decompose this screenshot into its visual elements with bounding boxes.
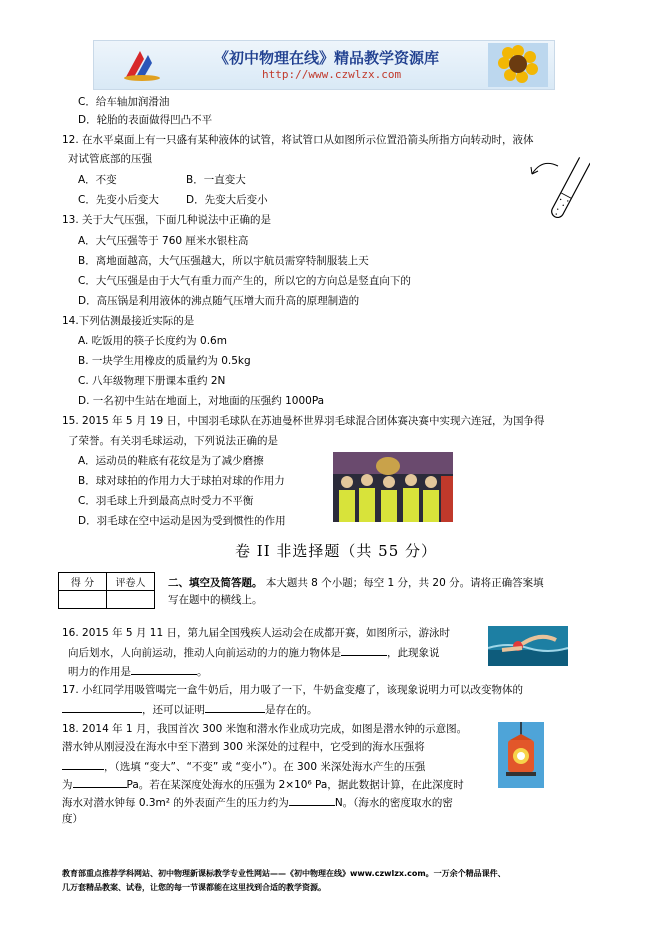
q12-option-c: C．先变小后变大: [78, 194, 159, 206]
q17-text-a: ，还可以证明: [142, 704, 205, 716]
q14-stem: 14.下列估测最接近实际的是: [62, 315, 195, 327]
q18-text-e: N。（海水的密度取水的密: [334, 797, 453, 809]
q15-stem: 15. 2015 年 5 月 19 日，中国羽毛球队在苏迪曼杯世界羽毛球混合团体赛决赛中实现六连冠，为国争得: [62, 415, 545, 427]
q14-option-a: A. 吃饭用的筷子长度约为 0.6m: [78, 335, 227, 347]
banner-title: 《初中物理在线》精品教学资源库: [214, 49, 440, 67]
q14-option-d: D. 一名初中生站在地面上，对地面的压强约 1000Pa: [78, 395, 325, 407]
q16-text-a: 向后划水，人向前运动，推动人向前运动的力的施力物体是: [68, 647, 341, 659]
q18-blank-3[interactable]: [289, 794, 335, 806]
score-table: [58, 572, 155, 609]
q18-line-2: 潜水钟从刚浸没在海水中至下潜到 300 米深处的过程中，它受到的海水压强将: [62, 741, 425, 753]
q18-blank-2[interactable]: [73, 776, 127, 788]
q13-option-d: D．高压锅是利用液体的沸点随气压增大而升高的原理制造的: [78, 295, 360, 307]
q16-blank-1[interactable]: [341, 644, 387, 656]
q17-blank-2[interactable]: [205, 701, 265, 713]
q17-line-2: [62, 701, 318, 717]
q12-option-b: B．一直变大: [186, 174, 246, 186]
q18-line-5: [62, 794, 453, 810]
q18-text-d: 海水对潜水钟每 0.3m² 的外表面产生的压力约为: [62, 797, 289, 809]
q18-line-6: 度）: [62, 813, 83, 825]
header-banner: [93, 40, 555, 90]
q13-option-c: C．大气压强是由于大气有重力而产生的，所以它的方向总是竖直向下的: [78, 275, 411, 287]
q16-line-2: [68, 644, 440, 660]
q15-stem-2: 了荣誉。有关羽毛球运动，下列说法正确的是: [68, 435, 278, 447]
score-cell[interactable]: [59, 591, 107, 609]
q18-line-3: [62, 758, 425, 774]
badminton-team-photo: [333, 452, 453, 522]
q18-line-4: [62, 776, 464, 792]
part-desc-2: 写在题中的横线上。: [168, 594, 263, 606]
q12-stem-2: 对试管底部的压强: [68, 153, 152, 165]
part-desc-1: 本大题共 8 个小题；每空 1 分，共 20 分。请将正确答案填: [265, 577, 544, 589]
q18-text-b: 为: [62, 779, 73, 791]
q18-stem: 18. 2014 年 1 月，我国首次 300 米饱和潜水作业成功完成，如图是潜水钟的示意图。: [62, 723, 468, 735]
q14-option-c: C. 八年级物理下册课本重约 2N: [78, 375, 226, 387]
q12-option-d: D．先变大后变小: [186, 194, 268, 206]
q15-option-b: B．球对球拍的作用力大于球拍对球的作用力: [78, 475, 285, 487]
test-tube-figure: [528, 152, 590, 232]
q13-stem: 13. 关于大气压强，下面几种说法中正确的是: [62, 214, 272, 226]
q12-stem: 12. 在水平桌面上有一只盛有某种液体的试管，将试管口从如图所示位置沿箭头所指方向转动时，液体: [62, 134, 534, 146]
site-logo: [122, 47, 162, 83]
footer-line-2: 几万套精品教案、试卷，让您的每一节课都能在这里找到合适的教学资源。: [62, 883, 326, 892]
q11-option-d: D．轮胎的表面做得凹凸不平: [78, 114, 213, 126]
q16-line-3: [68, 663, 208, 679]
q17-stem: 17. 小红同学用吸管喝完一盒牛奶后，用力吸了一下，牛奶盒变瘪了，该现象说明力可以改变物体的: [62, 684, 524, 696]
q15-option-d: D．羽毛球在空中运动是因为受到惯性的作用: [78, 515, 286, 527]
swimmer-photo: [488, 626, 568, 666]
part-heading: [168, 576, 544, 590]
section-title: 卷 II 非选择题（共 55 分）: [235, 542, 438, 560]
q16-text-b: ，此现象说: [387, 647, 440, 659]
q15-option-c: C．羽毛球上升到最高点时受力不平衡: [78, 495, 254, 507]
q16-text-d: 。: [197, 666, 208, 678]
footer-line-1: 教育部重点推荐学科网站、初中物理新课标教学专业性网站——《初中物理在线》www.czwlzx.com。一万余个精品课件、: [62, 869, 506, 878]
q13-option-b: B．离地面越高，大气压强越大，所以宇航员需穿特制服装上天: [78, 255, 369, 267]
grader-cell[interactable]: [107, 591, 155, 609]
sunflower-image: [488, 43, 548, 87]
q16-blank-2[interactable]: [131, 663, 197, 675]
grader-header: 评卷人: [107, 573, 155, 591]
q18-blank-1[interactable]: [62, 758, 104, 770]
q14-option-b: B. 一块学生用橡皮的质量约为 0.5kg: [78, 355, 251, 367]
banner-url[interactable]: http://www.czwlzx.com: [262, 68, 402, 81]
q15-option-a: A．运动员的鞋底有花纹是为了减少磨擦: [78, 455, 264, 467]
q17-text-b: 是存在的。: [265, 704, 318, 716]
part-title: 二、填空及简答题。: [168, 577, 263, 589]
q18-text-a: ，（选填 “变大”、“不变” 或 “变小”）。在 300 米深处海水产生的压强: [104, 761, 426, 773]
score-header: 得 分: [59, 573, 107, 591]
q16-stem: 16. 2015 年 5 月 11 日，第九届全国残疾人运动会在成都开赛，如图所示，游泳时: [62, 627, 450, 639]
q17-blank-1[interactable]: [62, 701, 142, 713]
q11-option-c: C．给车轴加润滑油: [78, 96, 170, 108]
q16-text-c: 明力的作用是: [68, 666, 131, 678]
q18-text-c: Pa。若在某深度处海水的压强为 2×10⁶ Pa，据此数据计算，在此深度时: [126, 779, 464, 791]
q12-option-a: A．不变: [78, 174, 117, 186]
diving-bell-figure: [498, 722, 544, 788]
q13-option-a: A．大气压强等于 760 厘米水银柱高: [78, 235, 249, 247]
